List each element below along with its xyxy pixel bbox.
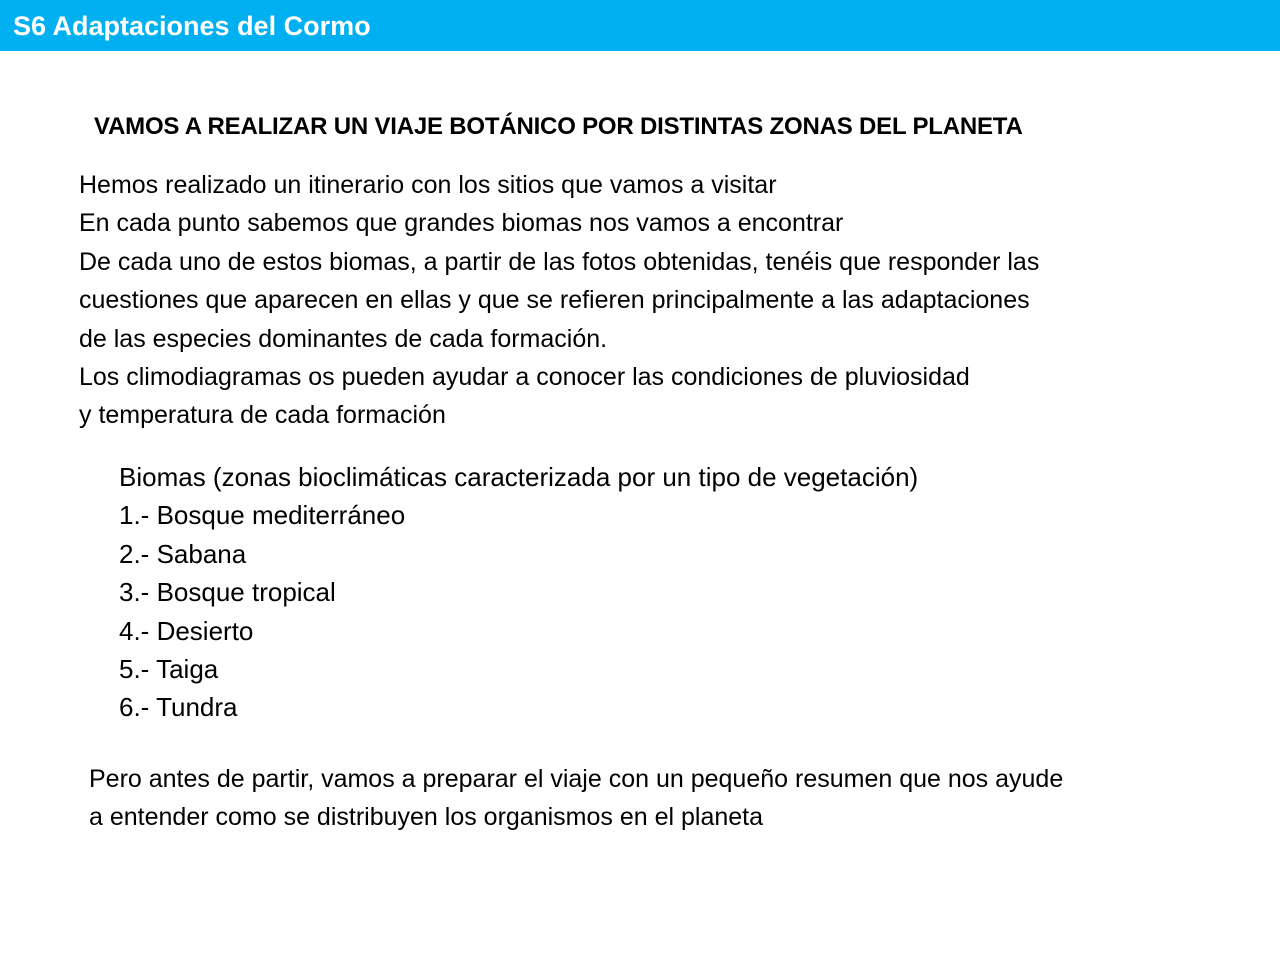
biome-item-taiga: 5.- Taiga xyxy=(119,654,219,685)
intro-line: En cada punto sabemos que grandes biomas nos vamos a encontrar xyxy=(79,209,844,238)
intro-line: cuestiones que aparecen en ellas y que se refieren principalmente a las adaptaciones xyxy=(79,286,1030,315)
outro-line: Pero antes de partir, vamos a preparar el viaje con un pequeño resumen que nos ayude xyxy=(89,765,1064,793)
biome-item-bosque-tropical: 3.- Bosque tropical xyxy=(119,577,336,608)
biomes-title: Biomas (zonas bioclimáticas caracterizada por un tipo de vegetación) xyxy=(119,462,919,492)
biome-item-tundra: 6.- Tundra xyxy=(119,692,238,723)
biome-item-sabana: 2.- Sabana xyxy=(119,538,247,569)
main-heading: VAMOS A REALIZAR UN VIAJE BOTÁNICO POR DISTINTAS ZONAS DEL PLANETA xyxy=(94,113,1023,140)
biomes-list xyxy=(119,458,1219,727)
header-bar xyxy=(0,0,1280,51)
biome-item-bosque-mediterraneo: 1.- Bosque mediterráneo xyxy=(119,500,406,531)
biome-item-desierto: 4.- Desierto xyxy=(119,615,254,646)
intro-paragraph xyxy=(79,166,1239,435)
intro-line: Hemos realizado un itinerario con los sitios que vamos a visitar xyxy=(79,171,777,199)
intro-line: Los climodiagramas os pueden ayudar a conocer las condiciones de pluviosidad xyxy=(79,363,970,392)
intro-line: y temperatura de cada formación xyxy=(79,401,446,430)
outro-line: a entender como se distribuyen los organismos en el planeta xyxy=(89,803,764,832)
intro-line: De cada uno de estos biomas, a partir de las fotos obtenidas, tenéis que responder las xyxy=(79,247,1040,276)
outro-paragraph xyxy=(89,760,1259,837)
intro-line: de las especies dominantes de cada formación. xyxy=(79,324,608,353)
slide-title: S6 Adaptaciones del Cormo xyxy=(13,11,371,41)
